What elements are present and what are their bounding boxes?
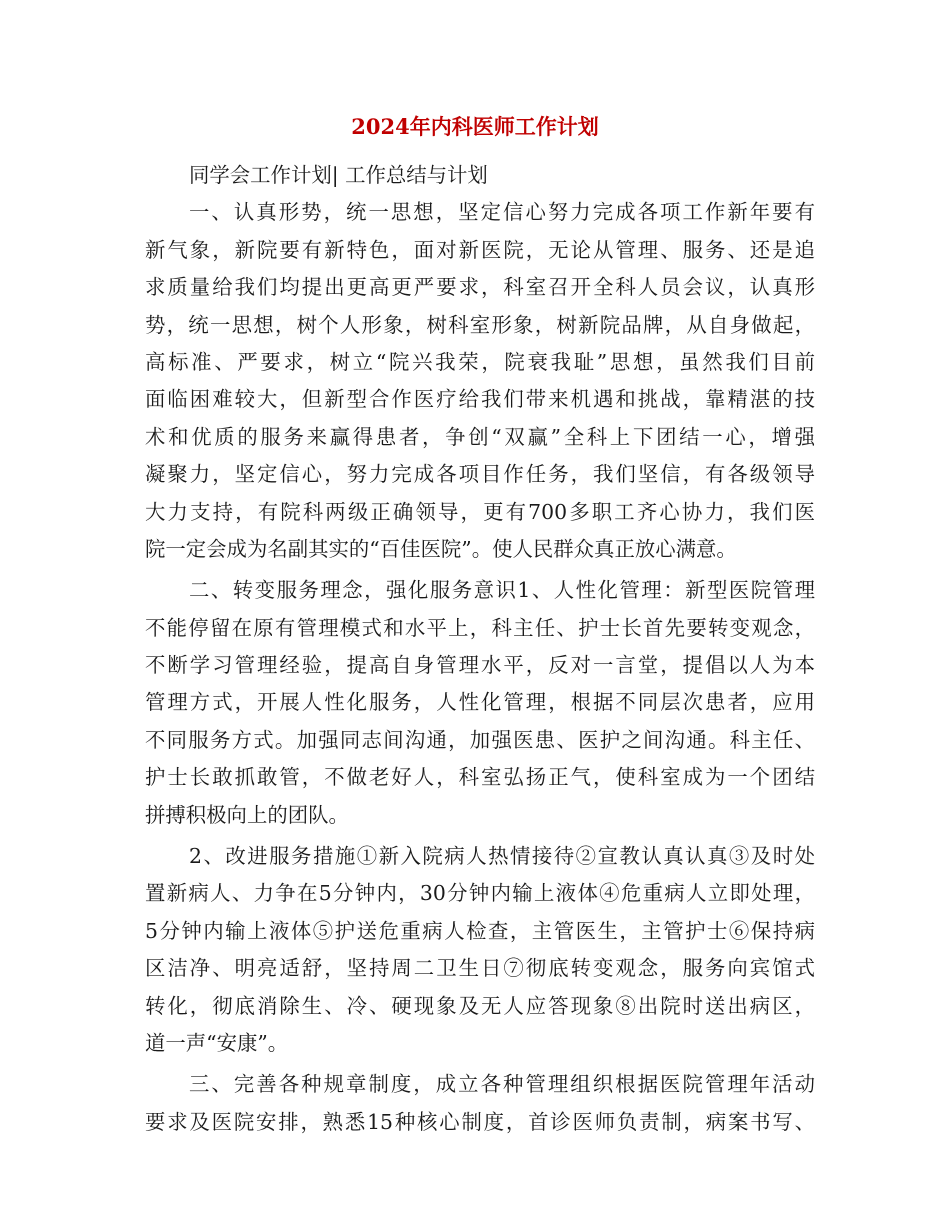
- text-line: 管理方式，开展人性化服务，人性化管理，根据不同层次患者，应用: [145, 690, 815, 715]
- text-line: 2、改进服务措施①新入院病人热情接待②宣教认真认真③及时处: [189, 844, 815, 869]
- text-line: 不同服务方式。加强同志间沟通，加强医患、医护之间沟通。科主任、: [145, 727, 815, 752]
- text-line: 5分钟内输上液体⑤护送危重病人检查，主管医生，主管护士⑥保持病: [145, 918, 815, 943]
- text-line: 不能停留在原有管理模式和水平上，科主任、护士长首先要转变观念，: [145, 615, 815, 640]
- document-title: 2024年内科医师工作计划: [351, 114, 599, 139]
- text-line: 面临困难较大，但新型合作医疗给我们带来机遇和挑战，靠精湛的技: [145, 387, 815, 412]
- text-line: 大力支持，有院科两级正确领导，更有700多职工齐心协力，我们医: [145, 499, 815, 524]
- text-line: 院一定会成为名副其实的“百佳医院”。使人民群众真正放心满意。: [145, 536, 737, 561]
- document-body: [145, 157, 815, 1141]
- text-line: 转化，彻底消除生、冷、硬现象及无人应答现象⑧出院时送出病区，: [145, 993, 815, 1018]
- text-line: 高标准、严要求，树立“院兴我荣，院衰我耻”思想，虽然我们目前: [145, 349, 815, 374]
- text-line: 新气象，新院要有新特色，面对新医院，无论从管理、服务、还是追: [145, 237, 815, 262]
- text-line: 同学会工作计划| 工作总结与计划: [189, 163, 488, 187]
- text-line: 置新病人、力争在5分钟内，30分钟内输上液体④危重病人立即处理，: [145, 881, 815, 906]
- text-line: 道一声“安康”。: [145, 1030, 289, 1055]
- text-line: 三、完善各种规章制度，成立各种管理组织根据医院管理年活动: [189, 1072, 815, 1097]
- text-line: 拼搏积极向上的团队。: [145, 802, 349, 827]
- text-line: 一、认真形势，统一思想，坚定信心努力完成各项工作新年要有: [189, 200, 815, 225]
- text-line: 不断学习管理经验，提高自身管理水平，反对一言堂，提倡以人为本: [145, 653, 815, 678]
- text-line: 要求及医院安排，熟悉15种核心制度，首诊医师负责制，病案书写、: [145, 1109, 815, 1134]
- text-line: 势，统一思想，树个人形象，树科室形象，树新院品牌，从自身做起，: [145, 312, 815, 337]
- text-line: 术和优质的服务来赢得患者，争创“双赢”全科上下团结一心，增强: [145, 424, 815, 449]
- text-line: 二、转变服务理念，强化服务意识1、人性化管理：新型医院管理: [189, 578, 815, 603]
- text-line: 凝聚力，坚定信心，努力完成各项目作任务，我们坚信，有各级领导: [145, 462, 815, 487]
- text-line: 护士长敢抓敢管，不做老好人，科室弘扬正气，使科室成为一个团结: [145, 765, 815, 790]
- text-line: 区洁净、明亮适舒，坚持周二卫生日⑦彻底转变观念，服务向宾馆式: [145, 956, 815, 981]
- text-line: 求质量给我们均提出更高更严要求，科室召开全科人员会议，认真形: [145, 275, 815, 300]
